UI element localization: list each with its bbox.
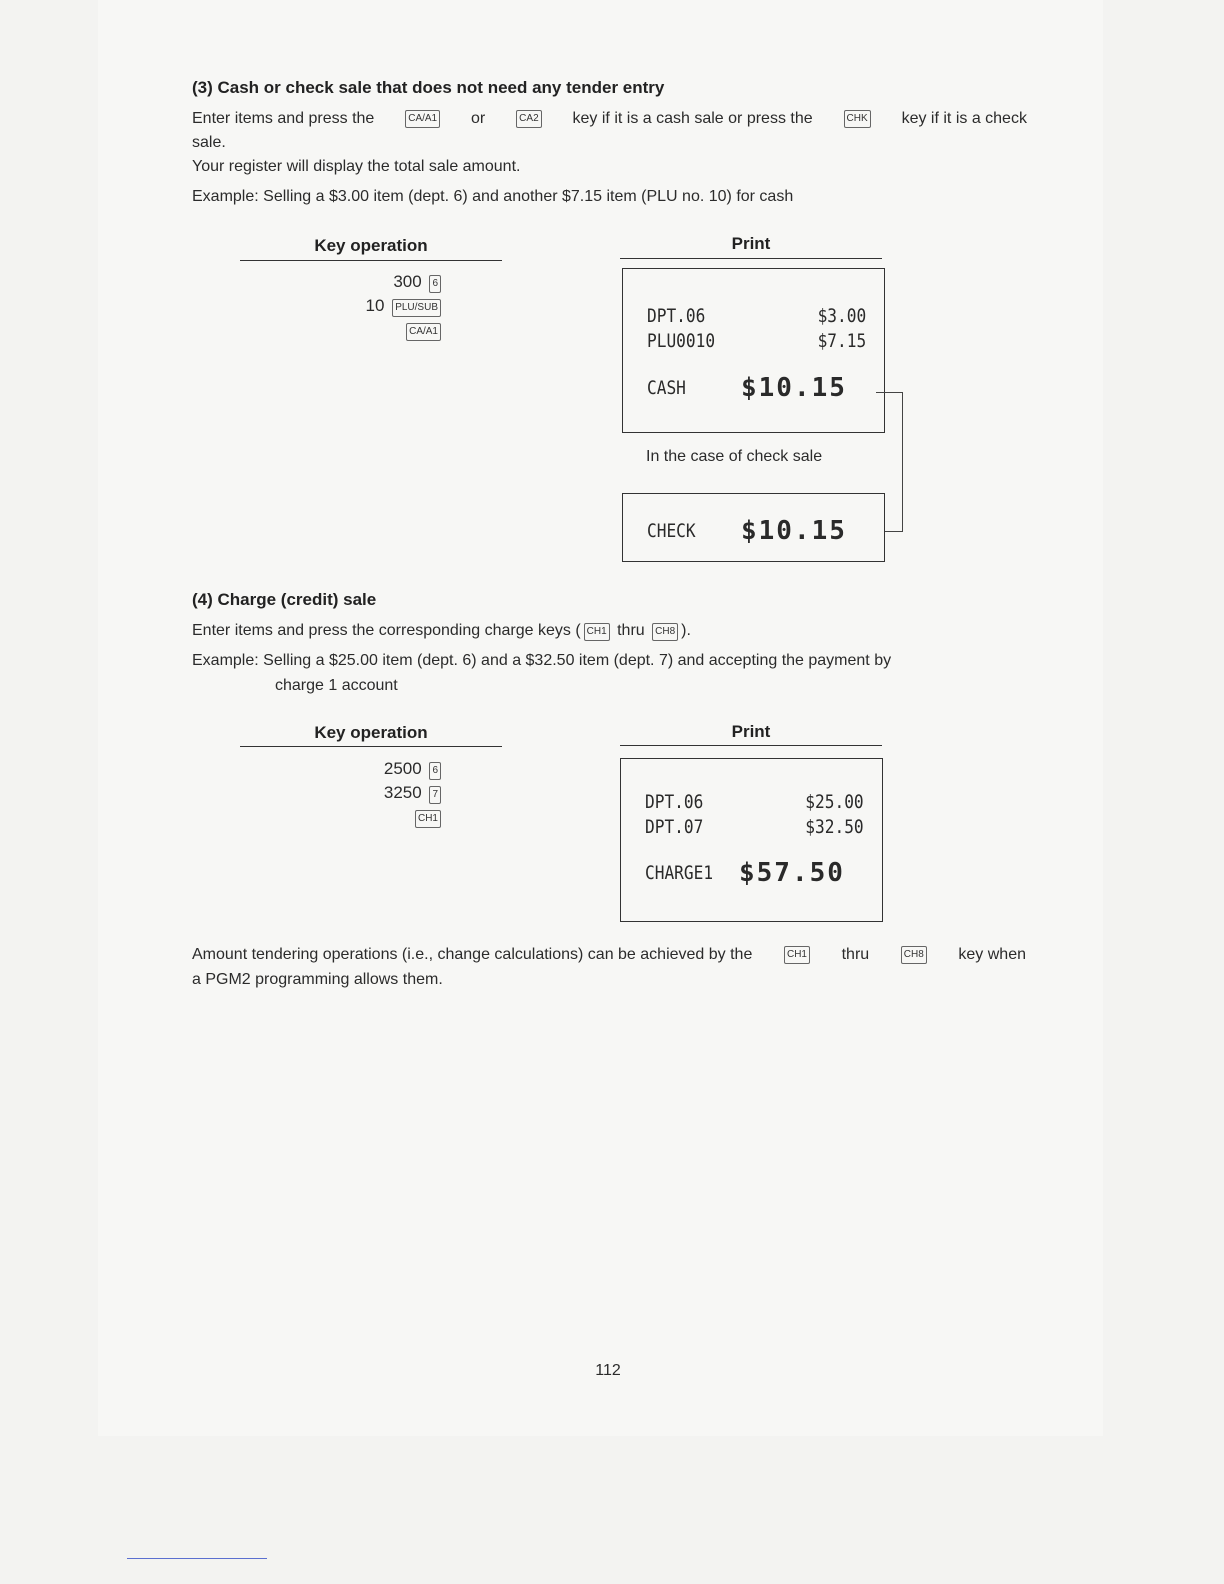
receipt-total-label: CHECK <box>647 520 696 542</box>
receipt-total-value: $57.50 <box>739 858 845 888</box>
instruction-thru: thru <box>617 622 645 639</box>
print-header: Print <box>731 234 771 253</box>
receipt-line-value: $7.15 <box>817 330 866 352</box>
instruction-text-b: ). <box>681 622 691 639</box>
instruction-text-a: Enter items and press the corresponding charge keys ( <box>192 622 581 639</box>
receipt-total-label: CHARGE1 <box>645 862 714 884</box>
note-text-b: key when <box>958 946 1026 963</box>
dept-6-key-icon: 6 <box>429 762 441 780</box>
ch1-key-icon: CH1 <box>415 810 441 828</box>
keyop-row <box>300 296 444 317</box>
receipt-line-label: PLU0010 <box>647 330 716 352</box>
check-caption: In the case of check sale <box>646 448 823 465</box>
tender-note-line-2: a PGM2 programming allows them. <box>192 971 443 988</box>
page <box>98 0 1103 1436</box>
keyop-number: 300 <box>393 272 422 291</box>
ch8-key-icon: CH8 <box>652 623 678 641</box>
ca1-key-icon: CA/A1 <box>406 323 441 341</box>
receipt-total-value: $10.15 <box>741 373 847 403</box>
display-note: Your register will display the total sale amount. <box>192 158 521 175</box>
example-4-line-1: Example: Selling a $25.00 item (dept. 6) and a $32.50 item (dept. 7) and accepting the payment by <box>192 652 892 669</box>
key-operation-header: Key operation <box>314 236 428 255</box>
keyop-row <box>300 272 444 293</box>
keyop-row <box>300 783 444 804</box>
instruction-text-c: key if it is a check <box>901 110 1027 127</box>
instruction-text-b: key if it is a cash sale or press the <box>572 110 813 127</box>
instruction-continuation: sale. <box>192 134 226 151</box>
keyop-number: 3250 <box>383 783 422 802</box>
plu-sub-key-icon: PLU/SUB <box>392 299 441 317</box>
ca1-key-icon: CA/A1 <box>405 110 440 128</box>
key-operation-rule <box>240 746 502 747</box>
print-rule <box>620 258 882 259</box>
charge-receipt <box>620 758 883 922</box>
example-4-line-2: charge 1 account <box>275 677 398 694</box>
keyop-number: 2500 <box>383 759 422 778</box>
receipt-line-label: DPT.06 <box>647 305 706 327</box>
section-4-heading: (4) Charge (credit) sale <box>192 590 377 609</box>
check-receipt <box>622 493 885 562</box>
key-operation-rule <box>240 260 502 261</box>
note-text-a: Amount tendering operations (i.e., change calculations) can be achieved by the <box>192 946 753 963</box>
keyop-row <box>300 759 444 780</box>
receipt-line-label: DPT.06 <box>645 791 704 813</box>
keyop-row <box>300 807 444 828</box>
keyop-row <box>300 320 444 341</box>
section-3-heading: (3) Cash or check sale that does not need any tender entry <box>192 78 665 97</box>
print-rule <box>620 745 882 746</box>
receipt-total-value: $10.15 <box>741 516 847 546</box>
chk-key-icon: CHK <box>844 110 871 128</box>
cash-receipt <box>622 268 885 433</box>
receipt-line-value: $3.00 <box>817 305 866 327</box>
keyop-number: 10 <box>365 296 385 315</box>
key-operation-header: Key operation <box>314 723 428 742</box>
receipt-line-value: $32.50 <box>805 816 864 838</box>
tender-note-line-1 <box>192 946 1026 964</box>
section-3-instruction <box>192 110 1027 128</box>
print-header: Print <box>731 722 771 741</box>
footer-link-line <box>127 1558 267 1559</box>
instruction-or: or <box>471 110 486 127</box>
dept-7-key-icon: 7 <box>429 786 441 804</box>
receipt-total-label: CASH <box>647 377 686 399</box>
section-4-instruction <box>192 622 691 641</box>
instruction-text-a: Enter items and press the <box>192 110 375 127</box>
note-thru: thru <box>841 946 870 963</box>
ch8-key-icon: CH8 <box>901 946 927 964</box>
example-3: Example: Selling a $3.00 item (dept. 6) and another $7.15 item (PLU no. 10) for cash <box>192 188 794 205</box>
ch1-key-icon: CH1 <box>584 623 610 641</box>
receipt-line-label: DPT.07 <box>645 816 704 838</box>
ca2-key-icon: CA2 <box>516 110 541 128</box>
page-number: 112 <box>595 1362 621 1379</box>
dept-6-key-icon: 6 <box>429 275 441 293</box>
receipt-line-value: $25.00 <box>805 791 864 813</box>
ch1-key-icon: CH1 <box>784 946 810 964</box>
